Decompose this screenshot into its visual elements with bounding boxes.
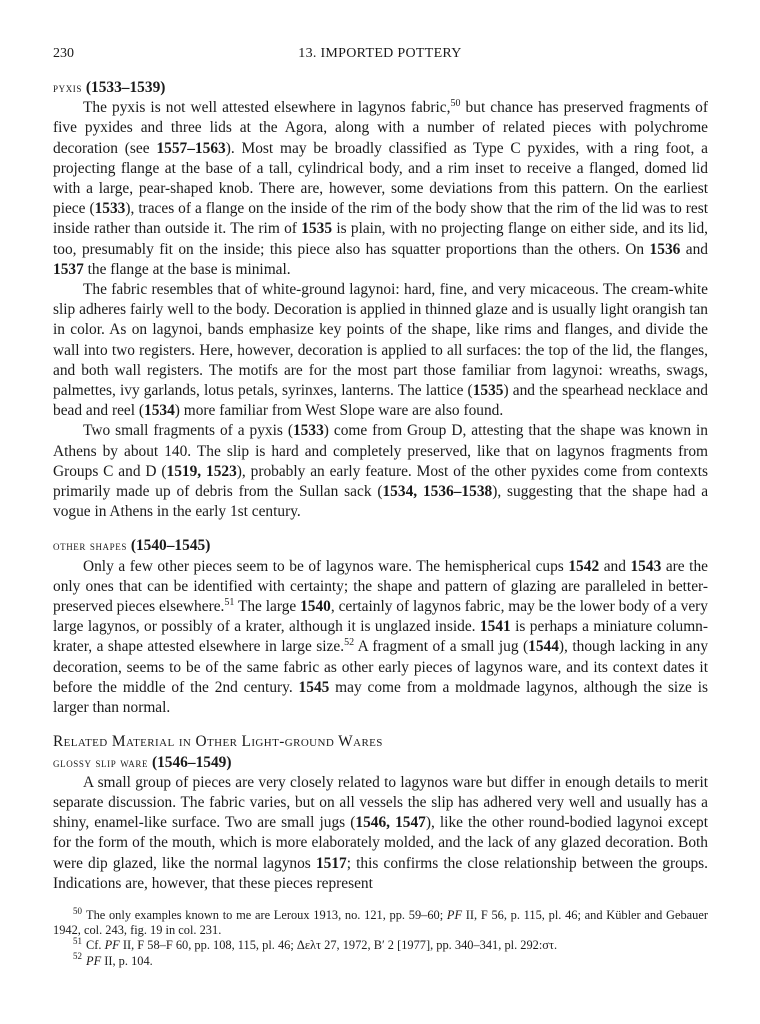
paragraph: Only a few other pieces seem to be of lagynos ware. The hemispherical cups 1542 and 1543 are the only ones that can be identified with certainty; the shape and pattern of glazing are paralleled in better-preserved pieces elsewhere.$^{51}$ The large 1540, certainly of lagynos fabric, may be the lower body of a very large lagynos, or possibly of a krater, although it is unglazed inside. 1541 is perhaps a miniature column-krater, a shape attested elsewhere in large size.$^{52}$ A fragment of a small jug (1544), though lacking in any decoration, seems to be of the same fabric as other early pieces of lagynos ware, and its context dates it before the middle of the 2nd century. 1545 may come from a moldmade lagynos, although the size is larger than normal. — [53, 557, 709, 717]
footnote-ref[interactable]: 50 — [450, 98, 461, 110]
catalogue-ref: 1537 — [53, 260, 84, 278]
footnote-ref[interactable]: 52 — [344, 637, 355, 649]
section-heading-related-material: Related Material in Other Light-ground Wares — [53, 733, 383, 751]
section-range: (1546–1549) — [151, 753, 232, 771]
catalogue-ref: 1540 — [300, 598, 331, 616]
catalogue-ref: 1546, 1547 — [355, 814, 426, 832]
section-heading-other-shapes — [53, 536, 708, 556]
catalogue-ref: 1557–1563 — [156, 139, 226, 157]
footnote-number: 50 — [73, 905, 82, 916]
section-title: pyxis — [53, 80, 83, 95]
catalogue-ref: 1533 — [292, 422, 324, 440]
paragraph: The pyxis is not well attested elsewhere in lagynos fabric,$^{50}$ but chance has preserved fragments of five pyxides and three lids at the Agora, along with a number of related pieces with polychrome decoration (see 1557–1563). Most may be broadly classified as Type C pyxides, with a ring foot, a projecting flange at the base of a tall, cylindrical body, and a rim inset to receive a flanged, domed lid with a large, pear-shaped knob. There are, however, some deviations from this pattern. On the earliest piece (1533), traces of a flange on the inside of the rim of the body show that the rim of the lid was to rest inside rather than outside it. The rim of 1535 is plain, with no projecting flange on either side, and its lid, too, presumably fit on the inside; this piece also has squatter proportions than the others. On 1536 and 1537 the flange at the base is minimal. — [53, 98, 709, 278]
footnote-ref[interactable]: 51 — [224, 596, 235, 608]
section-title: other shapes — [53, 538, 127, 554]
catalogue-ref: 1541 — [479, 618, 511, 636]
footnote-number: 51 — [73, 936, 82, 947]
catalogue-ref: 1545 — [298, 678, 330, 696]
footnote: $^{52}$ PF II, p. 104. — [73, 951, 153, 968]
footnote: $^{51}$ Cf. PF II, F 58–F 60, pp. 108, 115, pl. 46; Δελτ 27, 1972, B′ 2 [1977], pp. 340–341, pl. 292:στ. — [73, 936, 558, 953]
section-range: (1540–1545) — [130, 537, 211, 555]
catalogue-ref: 1534 — [144, 402, 175, 420]
section-range: (1533–1539) — [85, 79, 166, 96]
catalogue-ref: 1544 — [528, 638, 559, 656]
paragraph: Two small fragments of a pyxis (1533) come from Group D, attesting that the shape was known in Athens by about 140. The slip is hard and completely preserved, like that on lagynos fragments from Groups C and D (1519, 1523), probably an early feature. Most of the other pyxides come from contexts primarily made up of debris from the Sullan sack (1534, 1536–1538), suggesting that the shape had a vogue in Athens in the early 1st century. — [53, 422, 709, 521]
catalogue-ref: 1517 — [315, 854, 347, 872]
catalogue-ref: 1533 — [94, 200, 126, 218]
catalogue-ref: 1543 — [630, 557, 662, 575]
catalogue-ref: 1534, 1536–1538 — [382, 483, 493, 501]
catalogue-ref: 1519, 1523 — [166, 462, 237, 480]
running-header — [0, 46, 760, 66]
spacer — [53, 718, 708, 732]
footnote-number: 52 — [73, 951, 82, 962]
section-heading-pyxis — [53, 78, 708, 98]
page-number: 230 — [53, 46, 74, 61]
catalogue-ref: 1535 — [472, 382, 504, 400]
paragraph: A small group of pieces are very closely related to lagynos ware but differ in enough details to merit separate discussion. The fabric varies, but on all vessels the slip has adhered very well and usually has a shiny, enamel-like surface. Two are small jugs (1546, 1547), like the other round-bodied lagynoi except for the form of the mouth, which is more elaborately molded, and the lack of any glazed decoration. Both were dip glazed, like the normal lagynos 1517; this confirms the close relationship between the groups. Indications are, however, that these pieces represent — [53, 773, 708, 892]
footnote: $^{50}$ The only examples known to me are Leroux 1913, no. 121, pp. 59–60; PF II, F 56, p. 115, pl. 46; and Kübler and Gebauer 1942, col. 243, fig. 19 in col. 231. — [53, 905, 708, 938]
main-text — [53, 78, 708, 894]
catalogue-ref: 1536 — [649, 240, 681, 258]
running-title: 13. IMPORTED POTTERY — [298, 46, 462, 61]
section-heading-glossy-slip — [53, 753, 708, 773]
paragraph: The fabric resembles that of white-ground lagynoi: hard, fine, and very micaceous. The cream-white slip adheres fairly well to the body. Decoration is applied in thinned glaze and is usually light orangish tan in color. As on lagynoi, bands emphasize key points of the shape, like rims and flanges, and divide the wall into two registers. Here, however, decoration is applied to all surfaces: the top of the lid, the flanges, and both wall registers. The motifs are for the most part those familiar from lagynoi: wreaths, swags, palmettes, ivy garlands, lotus petals, syrinxes, lanterns. The lattice (1535) and the spearhead necklace and bead and reel (1534) more familiar from West Slope ware are also found. — [53, 281, 708, 420]
spacer — [53, 522, 708, 536]
catalogue-ref: 1535 — [301, 220, 333, 238]
section-title: glossy slip ware — [53, 754, 149, 770]
catalogue-ref: 1542 — [568, 557, 600, 575]
footnotes — [53, 905, 708, 969]
